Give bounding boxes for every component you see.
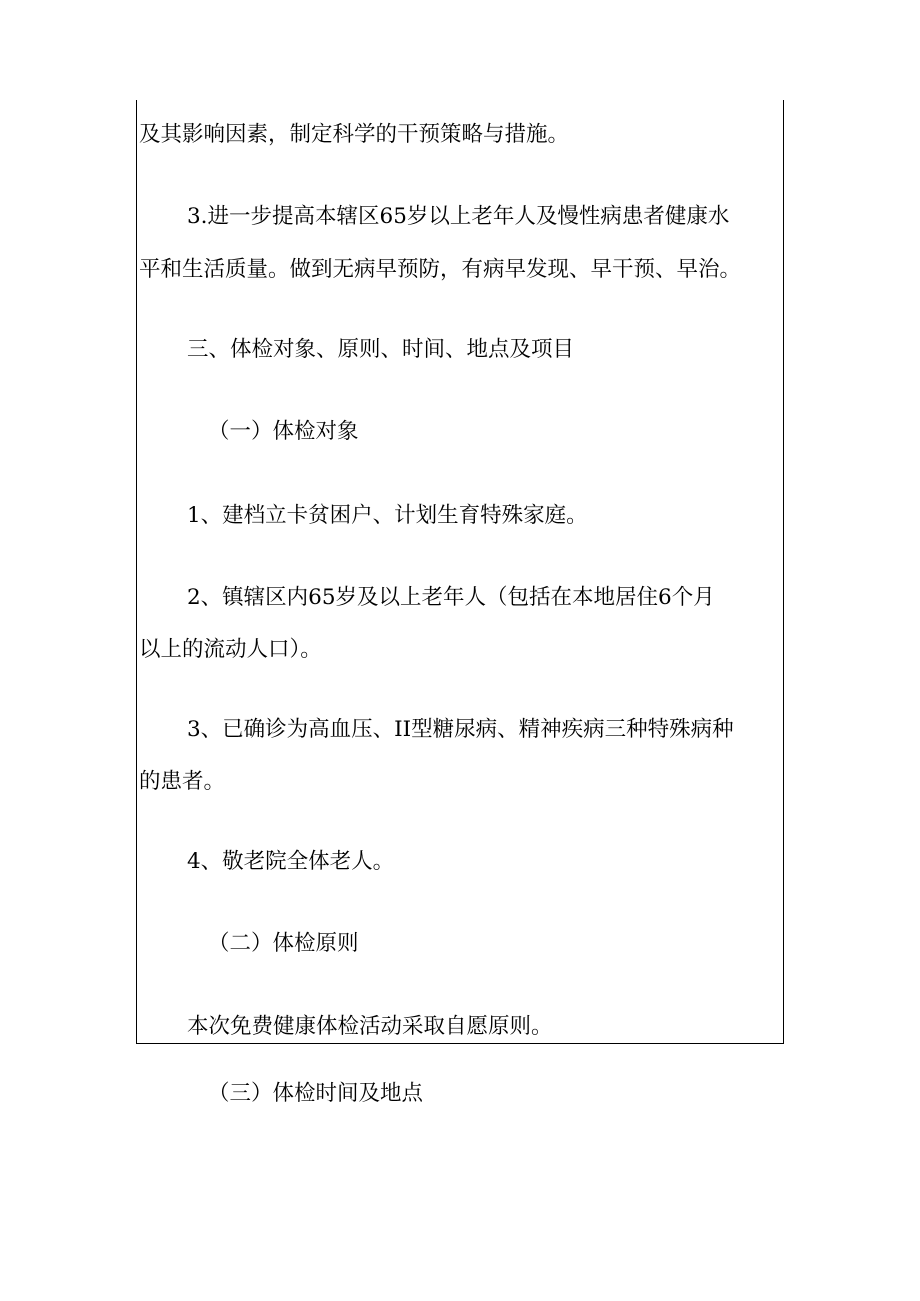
paragraph-line: 本次免费健康体检活动采取自愿原则。 [187,1014,553,1039]
list-item: 4、敬老院全体老人。 [187,849,395,874]
list-item-continuation: 以上的流动人口）。 [139,637,322,662]
paragraph-line: 平和生活质量。做到无病早预防，有病早发现、早干预、早治。 [139,257,742,282]
list-item-continuation: 的患者。 [139,769,226,794]
list-item: 1、建档立卡贫困户、计划生育特殊家庭。 [187,503,588,528]
list-item: 2、镇辖区内65岁及以上老年人（包括在本地居住6个月 [187,585,715,610]
document-table-frame [136,100,784,1044]
subsection-heading: （三）体检时间及地点 [208,1081,424,1106]
paragraph-line: 3.进一步提高本辖区65岁以上老年人及慢性病患者健康水 [187,204,730,229]
subsection-heading: （二）体检原则 [208,931,359,956]
subsection-heading: （一）体检对象 [208,419,359,444]
list-item: 3、已确诊为高血压、II型糖尿病、精神疾病三种特殊病种 [187,717,734,742]
section-heading: 三、体检对象、原则、时间、地点及项目 [187,337,575,362]
paragraph-line: 及其影响因素，制定科学的干预策略与措施。 [139,122,570,147]
